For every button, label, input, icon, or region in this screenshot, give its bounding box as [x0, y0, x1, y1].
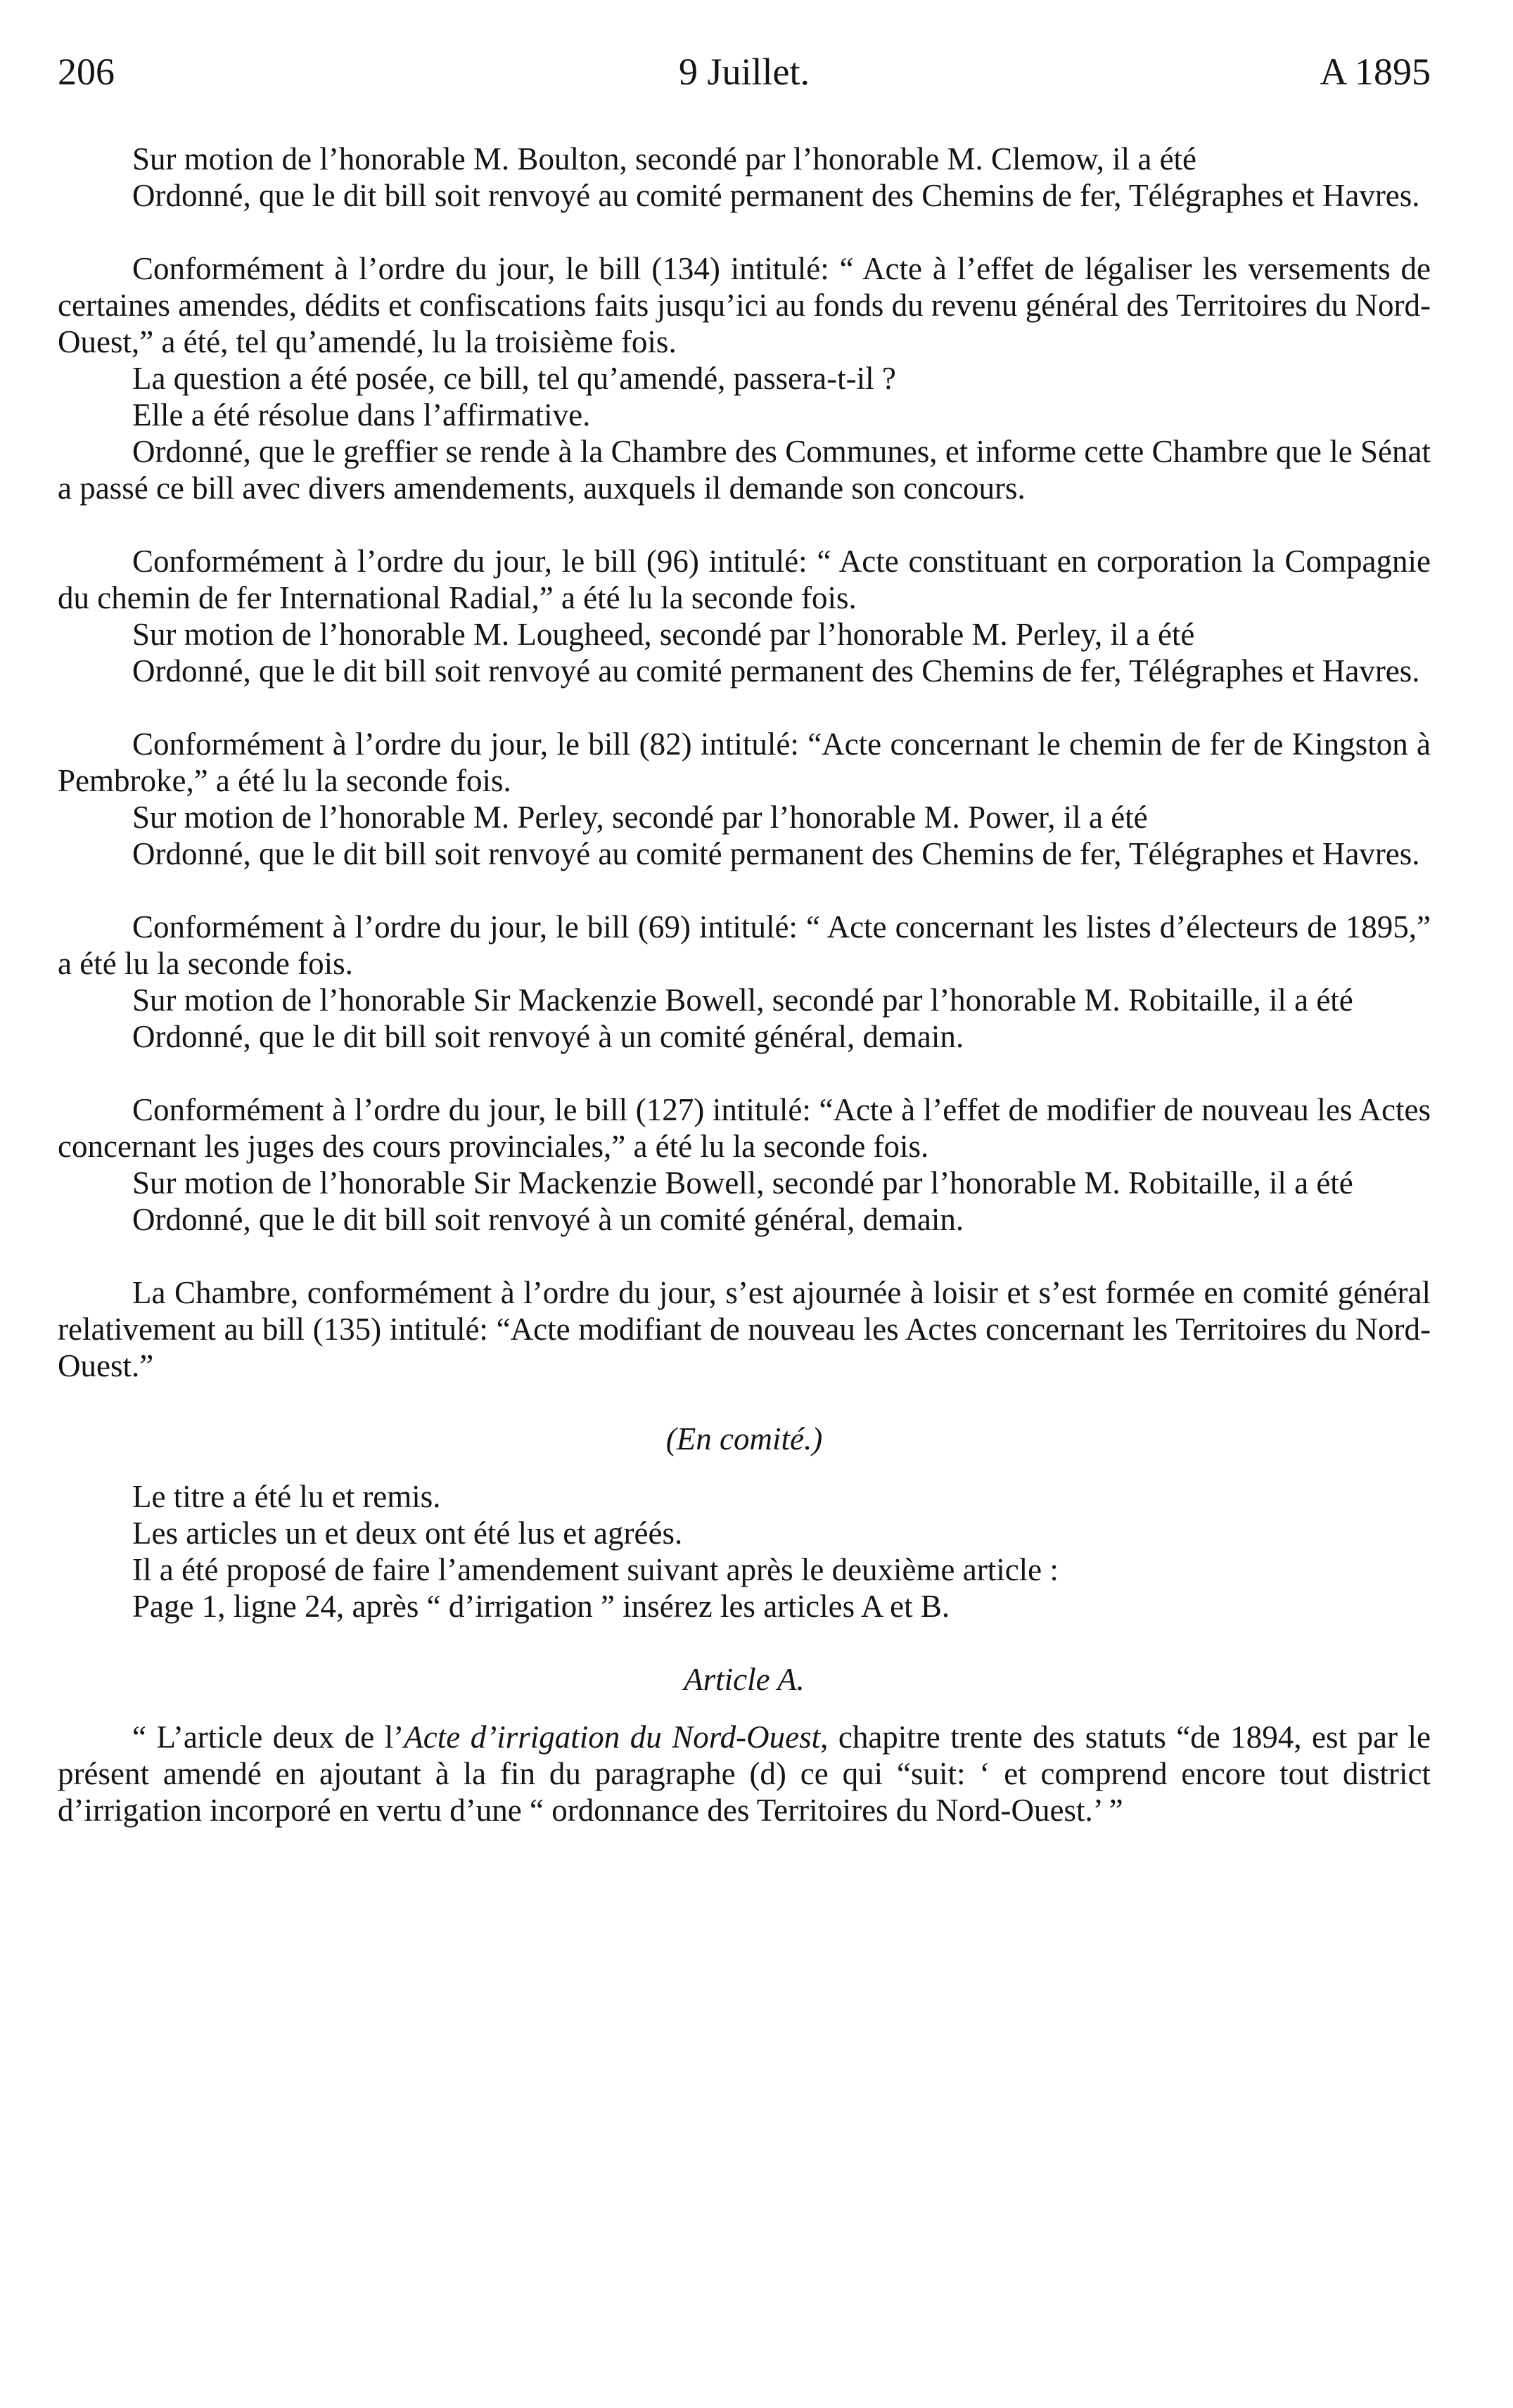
order-paragraph: Ordonné, que le dit bill soit renvoyé au comité permanent des Chemins de fer, Télégraphes et Havres. — [132, 653, 1420, 689]
list-item: Page 1, ligne 24, après “ d’irrigation ” insérez les articles A et B. — [132, 1589, 950, 1624]
motion-paragraph: Sur motion de l’honorable M. Perley, secondé par l’honorable M. Power, il a été — [132, 800, 1148, 835]
act-title: Acte d’irrigation du Nord-Ouest — [404, 1719, 821, 1755]
motion-paragraph: Sur motion de l’honorable Sir Mackenzie Bowell, secondé par l’honorable M. Robitaille, il a été — [132, 1165, 1353, 1200]
order-paragraph: Ordonné, que le greffier se rende à la Chambre des Communes, et informe cette Chambre que le Sénat a passé ce bill avec divers amendements, auxquels il demande son concours. — [58, 434, 1431, 506]
committee-heading: (En comité.) — [665, 1421, 823, 1456]
motion-paragraph: Sur motion de l’honorable M. Boulton, secondé par l’honorable M. Clemow, il a été — [132, 141, 1197, 177]
bill-paragraph: Conformément à l’ordre du jour, le bill (134) intitulé: “ Acte à l’effet de légaliser les versements de certaines amendes, dédits et confiscations faits jusqu’ici au fonds du revenu général des Territoires du Nord-Ouest,” a été, tel qu’amendé, lu la troisième fois. — [58, 251, 1431, 359]
list-item: Le titre a été lu et remis. — [132, 1479, 441, 1514]
committee-items — [58, 1478, 1431, 1625]
bill-paragraph: Conformément à l’ordre du jour, le bill (96) intitulé: “ Acte constituant en corporation la Compagnie du chemin de fer International Radial,” a été lu la seconde fois. — [58, 544, 1431, 615]
committee-paragraph: La Chambre, conformément à l’ordre du jour, s’est ajournée à loisir et s’est formée en comité général relativement au bill (135) intitulé: “Acte modifiant de nouveau les Actes concernant les Territoires du Nord-Ouest.” — [58, 1275, 1431, 1383]
quote-prefix: “ L’article deux de l’ — [132, 1719, 404, 1755]
article-quote — [58, 1719, 1431, 1829]
list-item: Il a été proposé de faire l’amendement suivant après le deuxième article : — [132, 1552, 1059, 1587]
resolution-paragraph: Elle a été résolue dans l’affirmative. — [132, 397, 591, 433]
page-body — [58, 141, 1431, 1829]
header-date: 9 Juillet. — [679, 51, 810, 93]
list-item: Les articles un et deux ont été lus et agréés. — [132, 1516, 683, 1551]
quote-suffix: , chapitre trente des statuts “de 1894, est par le présent amendé en ajoutant à la fin du paragraphe (d) ce qui “suit: ‘ et comprend encore tout district d’irrigation incorporé en vertu d’une “ ordonnance des Territoires du Nord-Ouest.’ ” — [58, 1719, 1431, 1828]
bill-paragraph: Conformément à l’ordre du jour, le bill (127) intitulé: “Acte à l’effet de modifier de nouveau les Actes concernant les juges des cours provinciales,” a été lu la seconde fois. — [58, 1092, 1431, 1164]
question-paragraph: La question a été posée, ce bill, tel qu’amendé, passera-t-il ? — [132, 361, 896, 396]
page-header — [58, 44, 1431, 100]
article-heading: Article A. — [684, 1662, 805, 1697]
order-paragraph: Ordonné, que le dit bill soit renvoyé au comité permanent des Chemins de fer, Télégraphes et Havres. — [132, 178, 1420, 213]
motion-paragraph: Sur motion de l’honorable Sir Mackenzie Bowell, secondé par l’honorable M. Robitaille, il a été — [132, 982, 1353, 1018]
order-paragraph: Ordonné, que le dit bill soit renvoyé à un comité général, demain. — [132, 1202, 964, 1237]
order-paragraph: Ordonné, que le dit bill soit renvoyé au comité permanent des Chemins de fer, Télégraphes et Havres. — [132, 836, 1420, 871]
header-year: A 1895 — [1320, 51, 1431, 93]
motion-paragraph: Sur motion de l’honorable M. Lougheed, secondé par l’honorable M. Perley, il a été — [132, 617, 1195, 652]
bill-paragraph: Conformément à l’ordre du jour, le bill (69) intitulé: “ Acte concernant les listes d’électeurs de 1895,” a été lu la seconde fois. — [58, 909, 1431, 981]
page-number: 206 — [58, 51, 115, 93]
order-paragraph: Ordonné, que le dit bill soit renvoyé à un comité général, demain. — [132, 1019, 964, 1054]
bill-paragraph: Conformément à l’ordre du jour, le bill (82) intitulé: “Acte concernant le chemin de fer de Kingston à Pembroke,” a été lu la seconde fois. — [58, 726, 1431, 798]
